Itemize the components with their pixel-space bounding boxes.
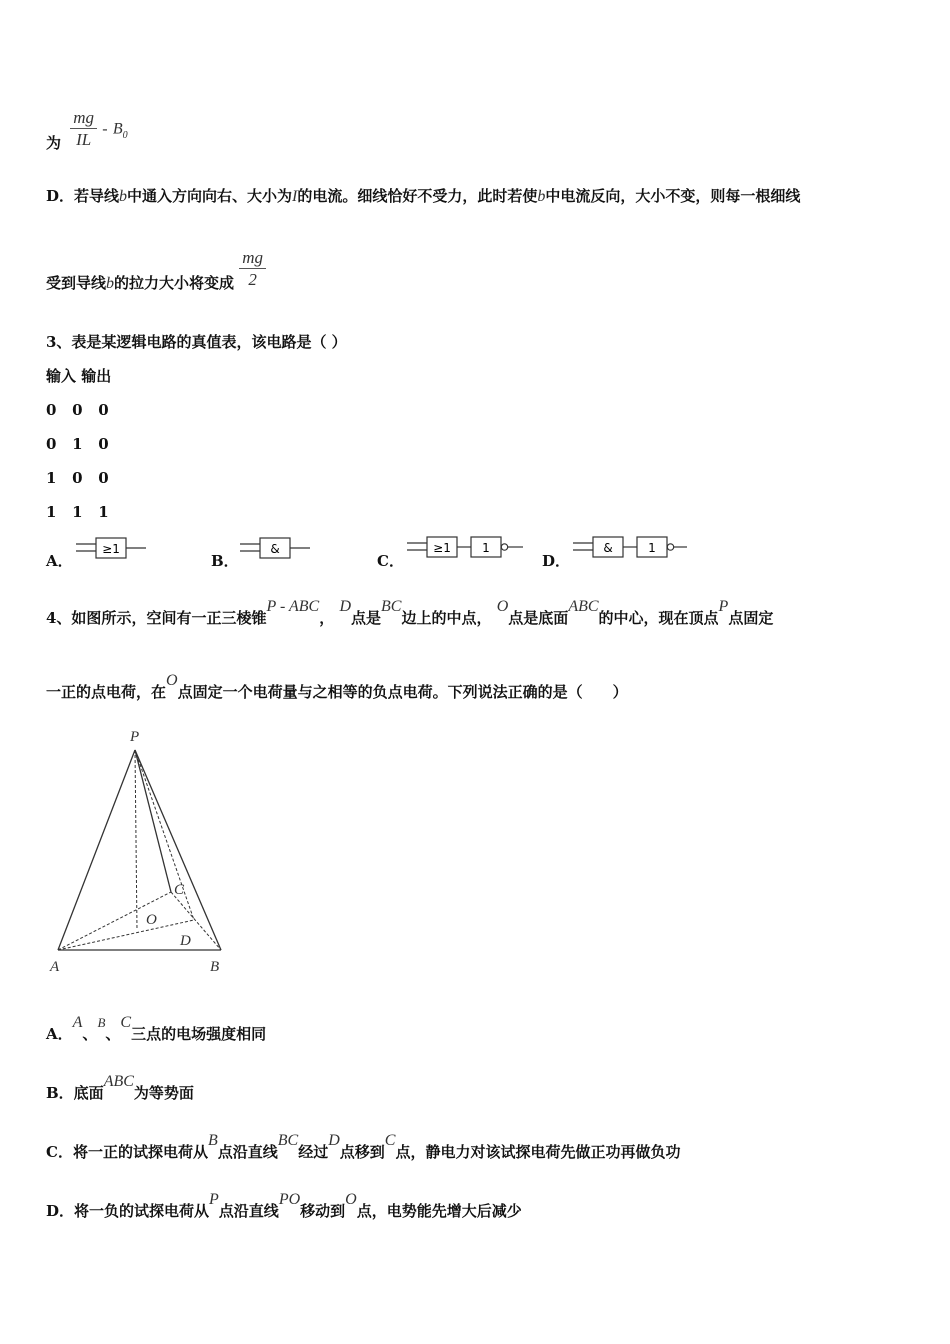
pyramid-figure	[44, 724, 244, 980]
nor-gate-diagram	[407, 533, 527, 561]
gate-symbol: &	[603, 541, 613, 555]
q3-option-c-label: C．	[377, 552, 404, 570]
or-gate-diagram	[76, 535, 150, 561]
label-d: D	[180, 933, 191, 949]
edge-ad-dashed	[58, 920, 194, 950]
gate-symbol: 1	[648, 541, 656, 555]
fraction-mg-il: $\frac{mg}{IL}$	[70, 108, 97, 151]
gate-symbol: &	[270, 542, 280, 556]
edge-po-dashed	[135, 750, 137, 930]
table-row: 0 0 0	[46, 401, 109, 419]
gate-symbol: ≥1	[433, 541, 451, 555]
label-o: O	[146, 912, 157, 928]
edge-pd-dashed	[135, 750, 194, 920]
label-c: C	[174, 882, 185, 898]
q4-option-c: C．将一正的试探电荷从B点沿直线BC经过D点移到C点，静电力对该试探电荷先做正功再做负功	[46, 1132, 681, 1161]
formula-line: 为 $\frac{mg}{IL}$ - $B_0$	[46, 108, 128, 152]
q3-table-header: 输入 输出	[46, 367, 112, 385]
table-row: 1 1 1	[46, 503, 109, 521]
q4-line-2: 一正的点电荷，在O点固定一个电荷量与之相等的负点电荷。下列说法正确的是（ ）	[46, 672, 628, 701]
table-row: 0 1 0	[46, 435, 109, 453]
prev-option-d-cont: 受到导线b的拉力大小将变成 $\frac{mg}{2}$	[46, 248, 266, 291]
label-p: P	[130, 729, 140, 745]
fraction-mg-2: $\frac{mg}{2}$	[239, 248, 266, 291]
q3-title: 3、表是某逻辑电路的真值表，该电路是（ ）	[46, 333, 347, 351]
edge-pa	[58, 750, 135, 950]
gate-symbol: 1	[482, 541, 490, 555]
gate-symbol: ≥1	[102, 542, 120, 556]
edge-bc-dashed	[171, 892, 221, 950]
label-b: B	[210, 959, 220, 975]
and-gate-diagram	[240, 535, 314, 561]
q4-option-b: B．底面ABC为等势面	[46, 1073, 194, 1102]
table-row: 1 0 0	[46, 469, 109, 487]
nand-gate-diagram	[573, 533, 693, 561]
q3-option-b-label: B．	[211, 552, 239, 570]
q4-line-1: 4、如图所示，空间有一正三棱锥P - ABC， D点是BC边上的中点， O点是底面ABC的中心，现在顶点P点固定	[46, 598, 774, 627]
q4-option-a: A．A、B、C三点的电场强度相同	[46, 1014, 267, 1043]
label-a: A	[50, 959, 60, 975]
q3-option-d-label: D．	[542, 552, 571, 570]
q3-option-a-label: A．	[46, 552, 73, 570]
q4-option-d: D．将一负的试探电荷从P点沿直线PO移动到O点，电势能先增大后减少	[46, 1191, 522, 1220]
prev-option-d: D．若导线b中通入方向向右、大小为I的电流。细线恰好不受力，此时若使b中电流反向，大小不变，则每一根细线	[46, 187, 801, 205]
